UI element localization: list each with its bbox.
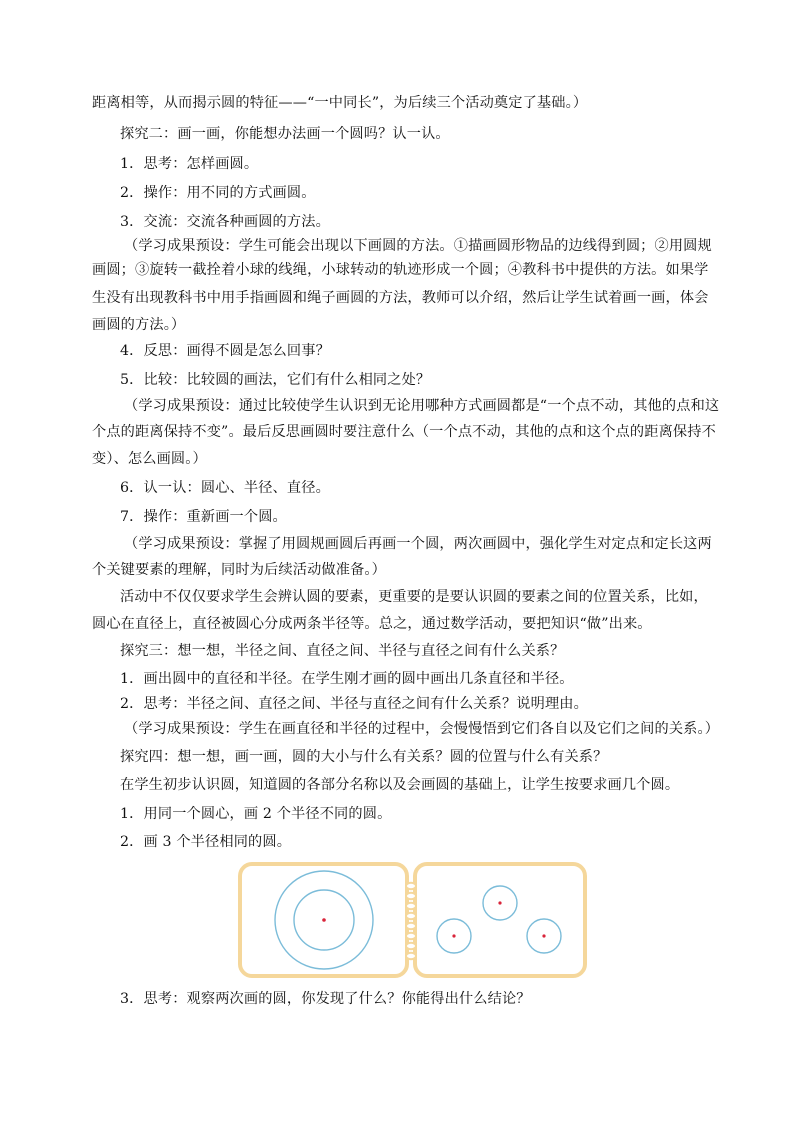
text-line-16: 7．操作：重新画一个圆。 [120,509,287,525]
text-line-8: 生没有出现教科书中用手指画圆和绳子画圆的方法，教师可以介绍，然后让学生试着画一画，体会 [92,290,709,306]
text-line-22: 1．画出圆中的直径和半径。在学生刚才画的圆中画出几条直径和半径。 [120,671,574,687]
binding-ring [406,943,416,949]
text-line-17: （学习成果预设：掌握了用圆规画圆后再画一个圆，两次画圆中，强化学生对定点和定长这两 [124,536,712,552]
text-line-18: 个关键要素的理解，同时为后续活动做准备。） [92,562,386,578]
binding-ring [406,923,416,929]
binding-ring [406,883,416,889]
text-line-11: 5．比较：比较圆的画法，它们有什么相同之处？ [120,372,431,388]
text-line-4: 2．操作：用不同的方式画圆。 [120,185,316,201]
text-line-12: （学习成果预设：通过比较使学生认识到无论用哪种方式画圆都是“一个点不动，其他的点和这 [124,398,720,414]
equal-circle-right-center [542,934,545,937]
circles-illustration [238,862,588,980]
text-line-27: 1．用同一个圆心，画 2 个半径不同的圆。 [120,806,392,822]
text-line-19: 活动中不仅仅要求学生会辨认圆的要素，更重要的是要认识圆的要素之间的位置关系，比如， [120,589,708,605]
text-line-3: 1．思考：怎样画圆。 [120,156,259,172]
text-line-1: 距离相等，从而揭示圆的特征——“一中同长”，为后续三个活动奠定了基础。） [92,95,588,111]
text-line-9: 画圆的方法。） [92,317,186,333]
binding-ring [406,913,416,919]
circles-figure [238,862,588,980]
text-line-20: 圆心在直径上，直径被圆心分成两条半径等。总之，通过数学活动，要把知识“做”出来。 [92,616,652,632]
text-line-5: 3．交流：交流各种画圆的方法。 [120,214,330,230]
heading-explore-2: 探究二：画一画，你能想办法画一个圆吗？认一认。 [120,126,450,142]
text-line-14: 变）、怎么画圆。） [92,451,207,467]
text-line-after-figure: 3．思考：观察两次画的圆，你发现了什么？你能得出什么结论？ [120,991,531,1007]
heading-explore-4: 探究四：想一想，画一画，圆的大小与什么有关系？圆的位置与什么有关系？ [120,749,608,765]
equal-circle-top-center [498,901,501,904]
text-line-28: 2．画 3 个半径相同的圆。 [120,834,292,850]
text-line-15: 6．认一认：圆心、半径、直径。 [120,480,330,496]
binding-ring [406,893,416,899]
text-line-7: 画圆；③旋转一截拴着小球的线绳，小球转动的轨迹形成一个圆；④教科书中提供的方法。如果学 [92,262,709,278]
concentric-center-dot [322,918,326,922]
binding-ring [406,933,416,939]
text-line-26: 在学生初步认识圆，知道圆的各部分名称以及会画圆的基础上，让学生按要求画几个圆。 [120,777,680,793]
text-line-24: （学习成果预设：学生在画直径和半径的过程中，会慢慢悟到它们各自以及它们之间的关系。） [124,721,720,737]
text-line-23: 2．思考：半径之间、直径之间、半径与直径之间有什么关系？说明理由。 [120,696,588,712]
binding-ring [406,953,416,959]
equal-circle-left-center [452,934,455,937]
text-line-6: （学习成果预设：学生可能会出现以下画圆的方法。①描画圆形物品的边线得到圆；②用圆规 [124,238,712,254]
text-line-13: 个点的距离保持不变”。最后反思画圆时要注意什么（一个点不动，其他的点和这个点的距离保持不 [92,424,716,440]
binding-ring [406,903,416,909]
text-line-10: 4．反思：画得不圆是怎么回事？ [120,343,330,359]
heading-explore-3: 探究三：想一想，半径之间、直径之间、半径与直径之间有什么关系？ [120,643,565,659]
